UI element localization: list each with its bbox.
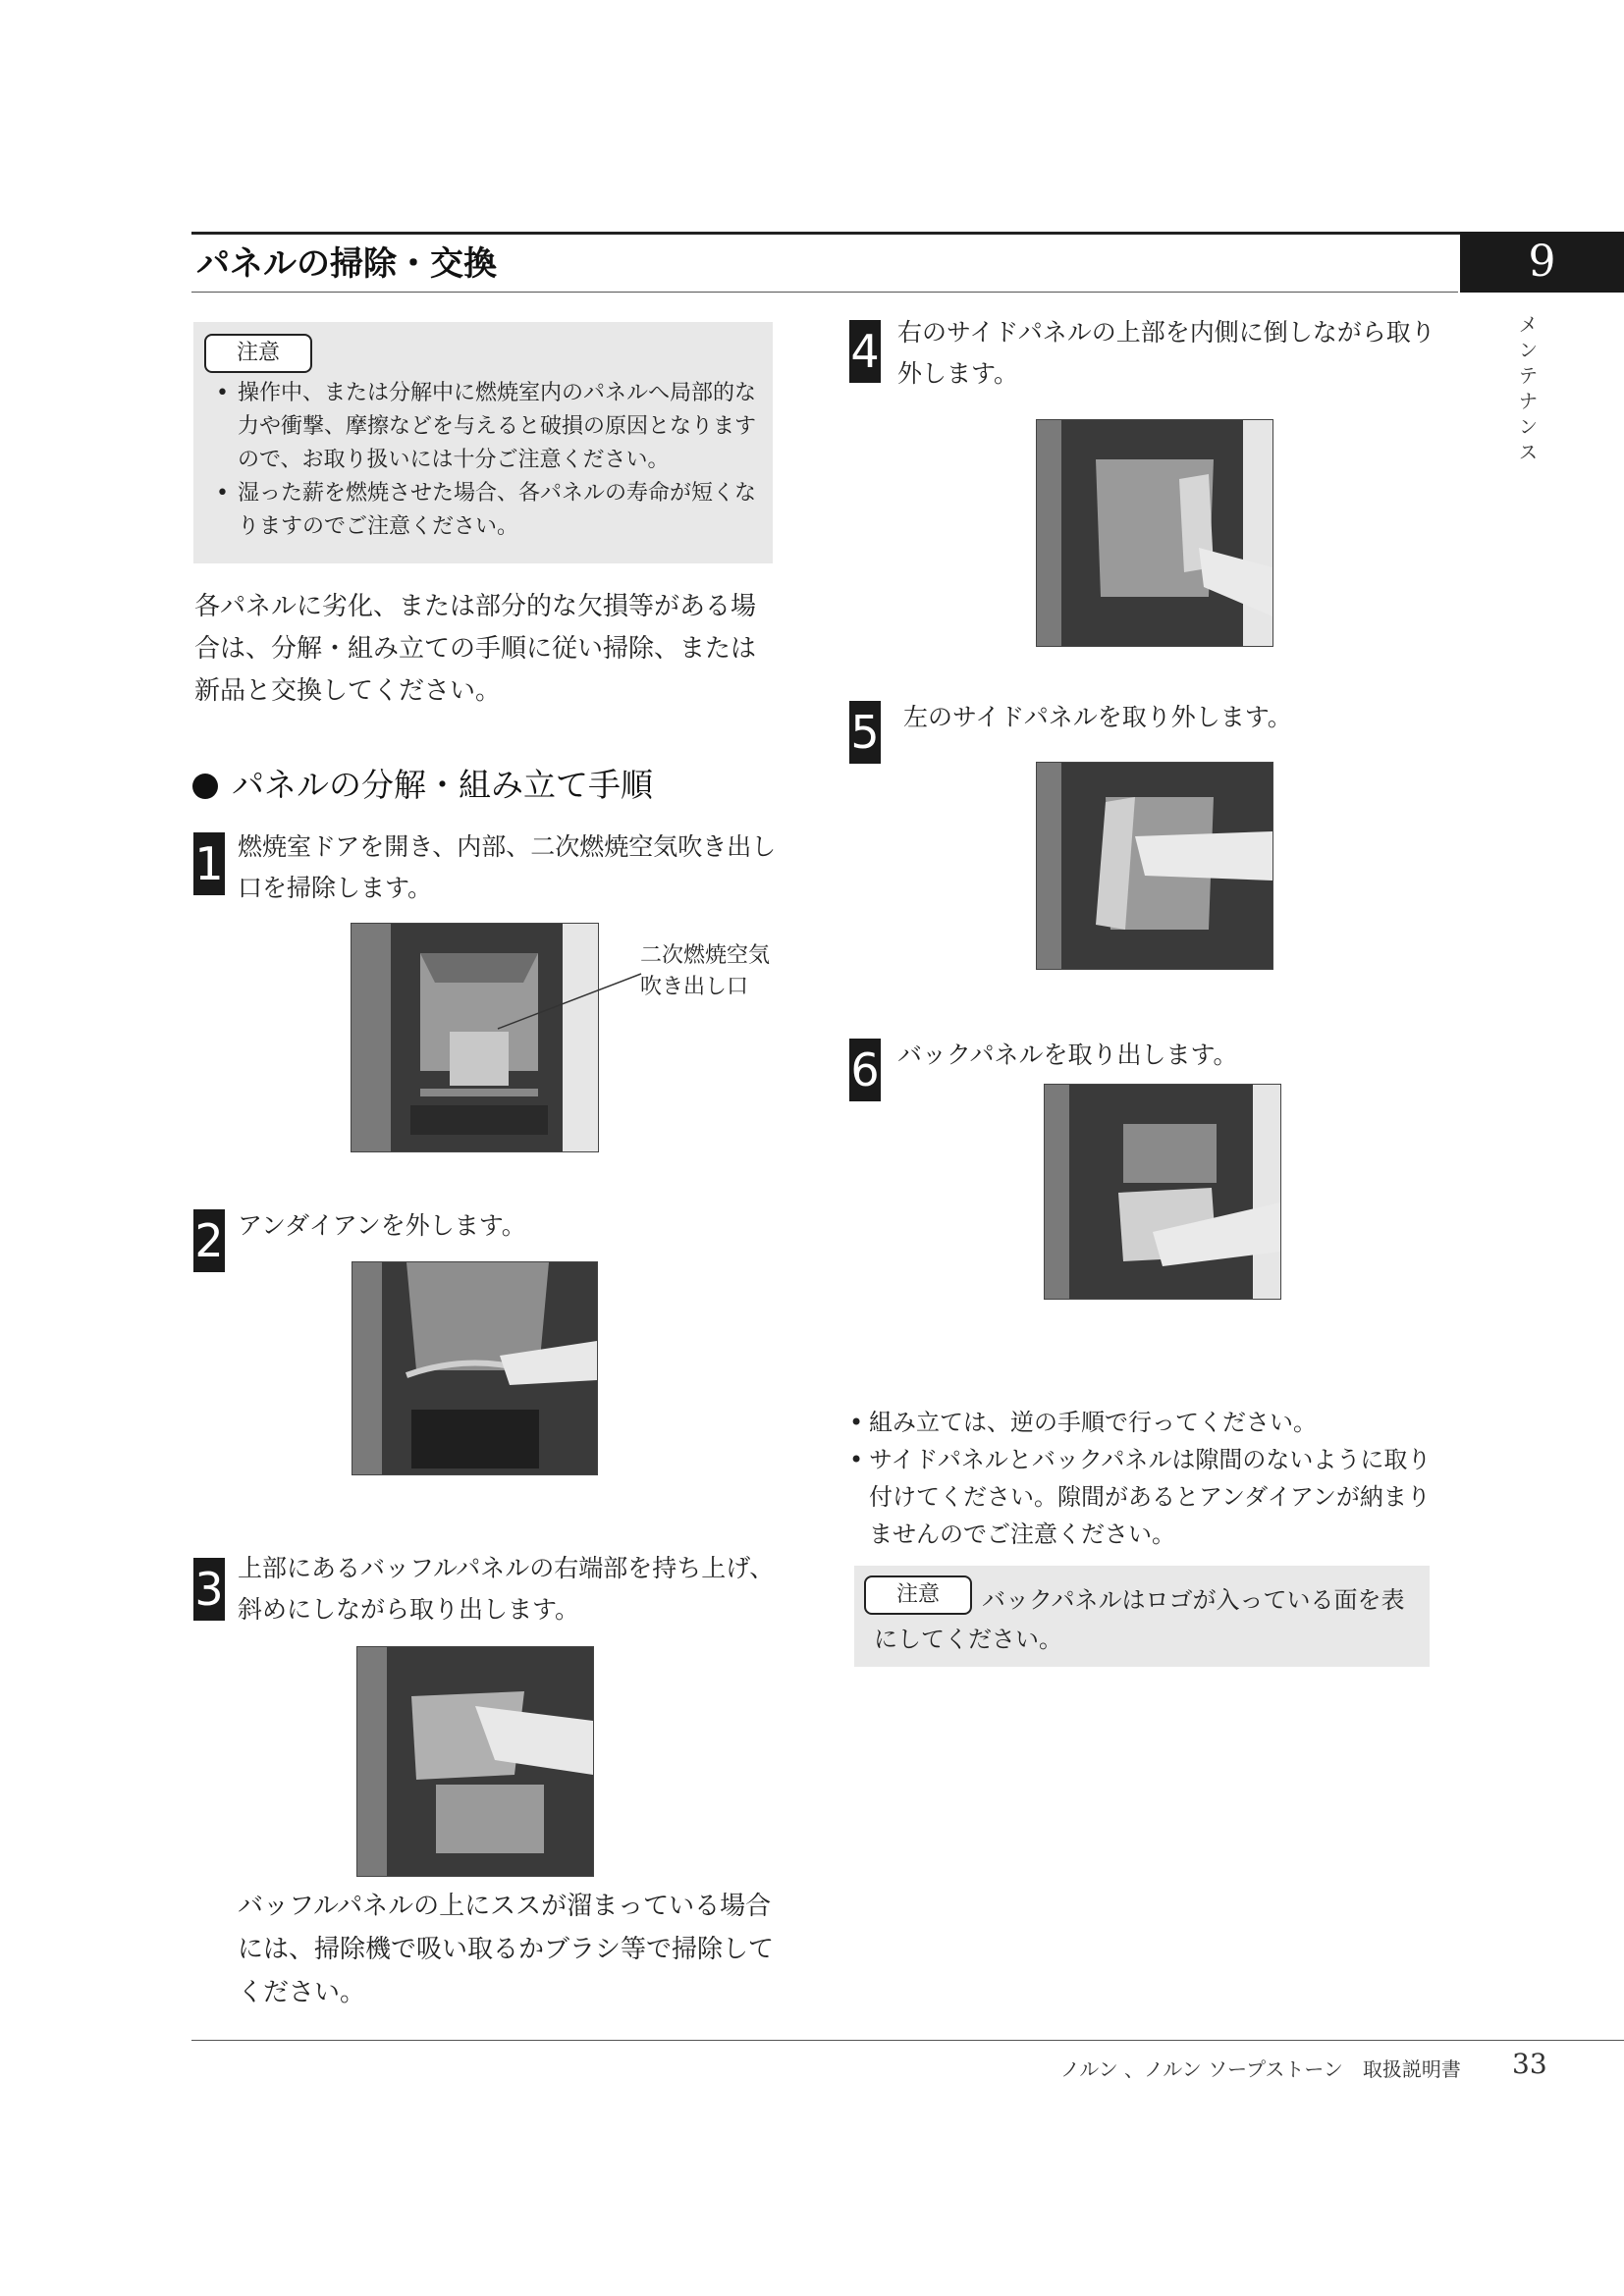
step-text: 上部にあるバッフルパネルの右端部を持ち上げ、斜めにしながら取り出します。 [238, 1554, 775, 1624]
step-number: 6 [849, 1039, 881, 1101]
chapter-number: 9 [1460, 232, 1624, 293]
stove-interior-image [352, 924, 598, 1151]
step-number: 2 [193, 1209, 225, 1272]
caution-list [216, 377, 761, 544]
step-text: 燃焼室ドアを開き、内部、二次燃焼空気吹き出し口を掃除します。 [238, 832, 777, 902]
callout-label [640, 940, 770, 1003]
section-heading [192, 762, 653, 809]
header-rule [191, 232, 1624, 235]
right-side-panel-removal-image [1037, 420, 1272, 646]
assembly-note: • 組み立ては、逆の手順で行ってください。 [849, 1404, 1438, 1441]
footer-rule [191, 2040, 1624, 2041]
caution-item: • 湿った薪を燃焼させた場合、各パネルの寿命が短くなりますのでご注意ください。 [216, 477, 761, 544]
header-underline [191, 292, 1458, 293]
baffle-panel-removal-image [357, 1647, 593, 1876]
caution-text-2: バックパネルはロゴが入っている面を表にしてください。 [874, 1586, 1405, 1653]
step-number: 4 [849, 320, 881, 383]
step-number: 5 [849, 701, 881, 764]
step3-note: バッフルパネルの上にススが溜まっている場合には、掃除機で吸い取るかブラシ等で掃除してください。 [238, 1892, 775, 2007]
step3-photo [356, 1646, 594, 1877]
caution-item: • 操作中、または分解中に燃焼室内のパネルへ局部的な力や衝撃、摩擦などを与えると破損の原因となりますので、お取り扱いには十分ご注意ください。 [216, 377, 761, 477]
callout-line: 吹き出し口 [640, 975, 749, 999]
caution-tag-2: 注意 [864, 1575, 972, 1615]
intro-paragraph: 各パネルに劣化、または部分的な欠損等がある場合は、分解・組み立ての手順に従い掃除、または新品と交換してください。 [194, 592, 757, 706]
step-text: バックパネルを取り出します。 [897, 1041, 1238, 1069]
section-heading-text: パネルの分解・組み立て手順 [232, 766, 653, 804]
caution-tag: 注意 [204, 334, 312, 373]
step2-photo [352, 1261, 598, 1475]
chapter-side-label: メンテナンス [1515, 314, 1539, 467]
left-side-panel-removal-image [1037, 763, 1272, 969]
page-title: パネルの掃除・交換 [196, 244, 497, 284]
back-panel-removal-image [1045, 1085, 1280, 1299]
assembly-notes [849, 1404, 1438, 1553]
step-number: 3 [193, 1558, 225, 1621]
step5-photo [1036, 762, 1273, 970]
step-text: アンダイアンを外します。 [238, 1211, 526, 1240]
step1-photo [351, 923, 599, 1152]
assembly-note: • サイドパネルとバックパネルは隙間のないように取り付けてください。隙間があるとアンダイアンが納まりませんのでご注意ください。 [849, 1441, 1438, 1553]
andiron-removal-image [352, 1262, 597, 1474]
step-text: 右のサイドパネルの上部を内側に倒しながら取り外します。 [897, 318, 1435, 388]
callout-leader-line [496, 972, 643, 1031]
bullet-dot-icon [192, 774, 218, 799]
step4-photo [1036, 419, 1273, 647]
footer-text: ノルン 、ノルン ソープストーン 取扱説明書 [1060, 2057, 1461, 2081]
step-text: 左のサイドパネルを取り外します。 [903, 703, 1292, 731]
step6-photo [1044, 1084, 1281, 1300]
step-number: 1 [193, 832, 225, 895]
page-number: 33 [1512, 2048, 1547, 2080]
callout-line: 二次燃焼空気 [640, 943, 771, 968]
